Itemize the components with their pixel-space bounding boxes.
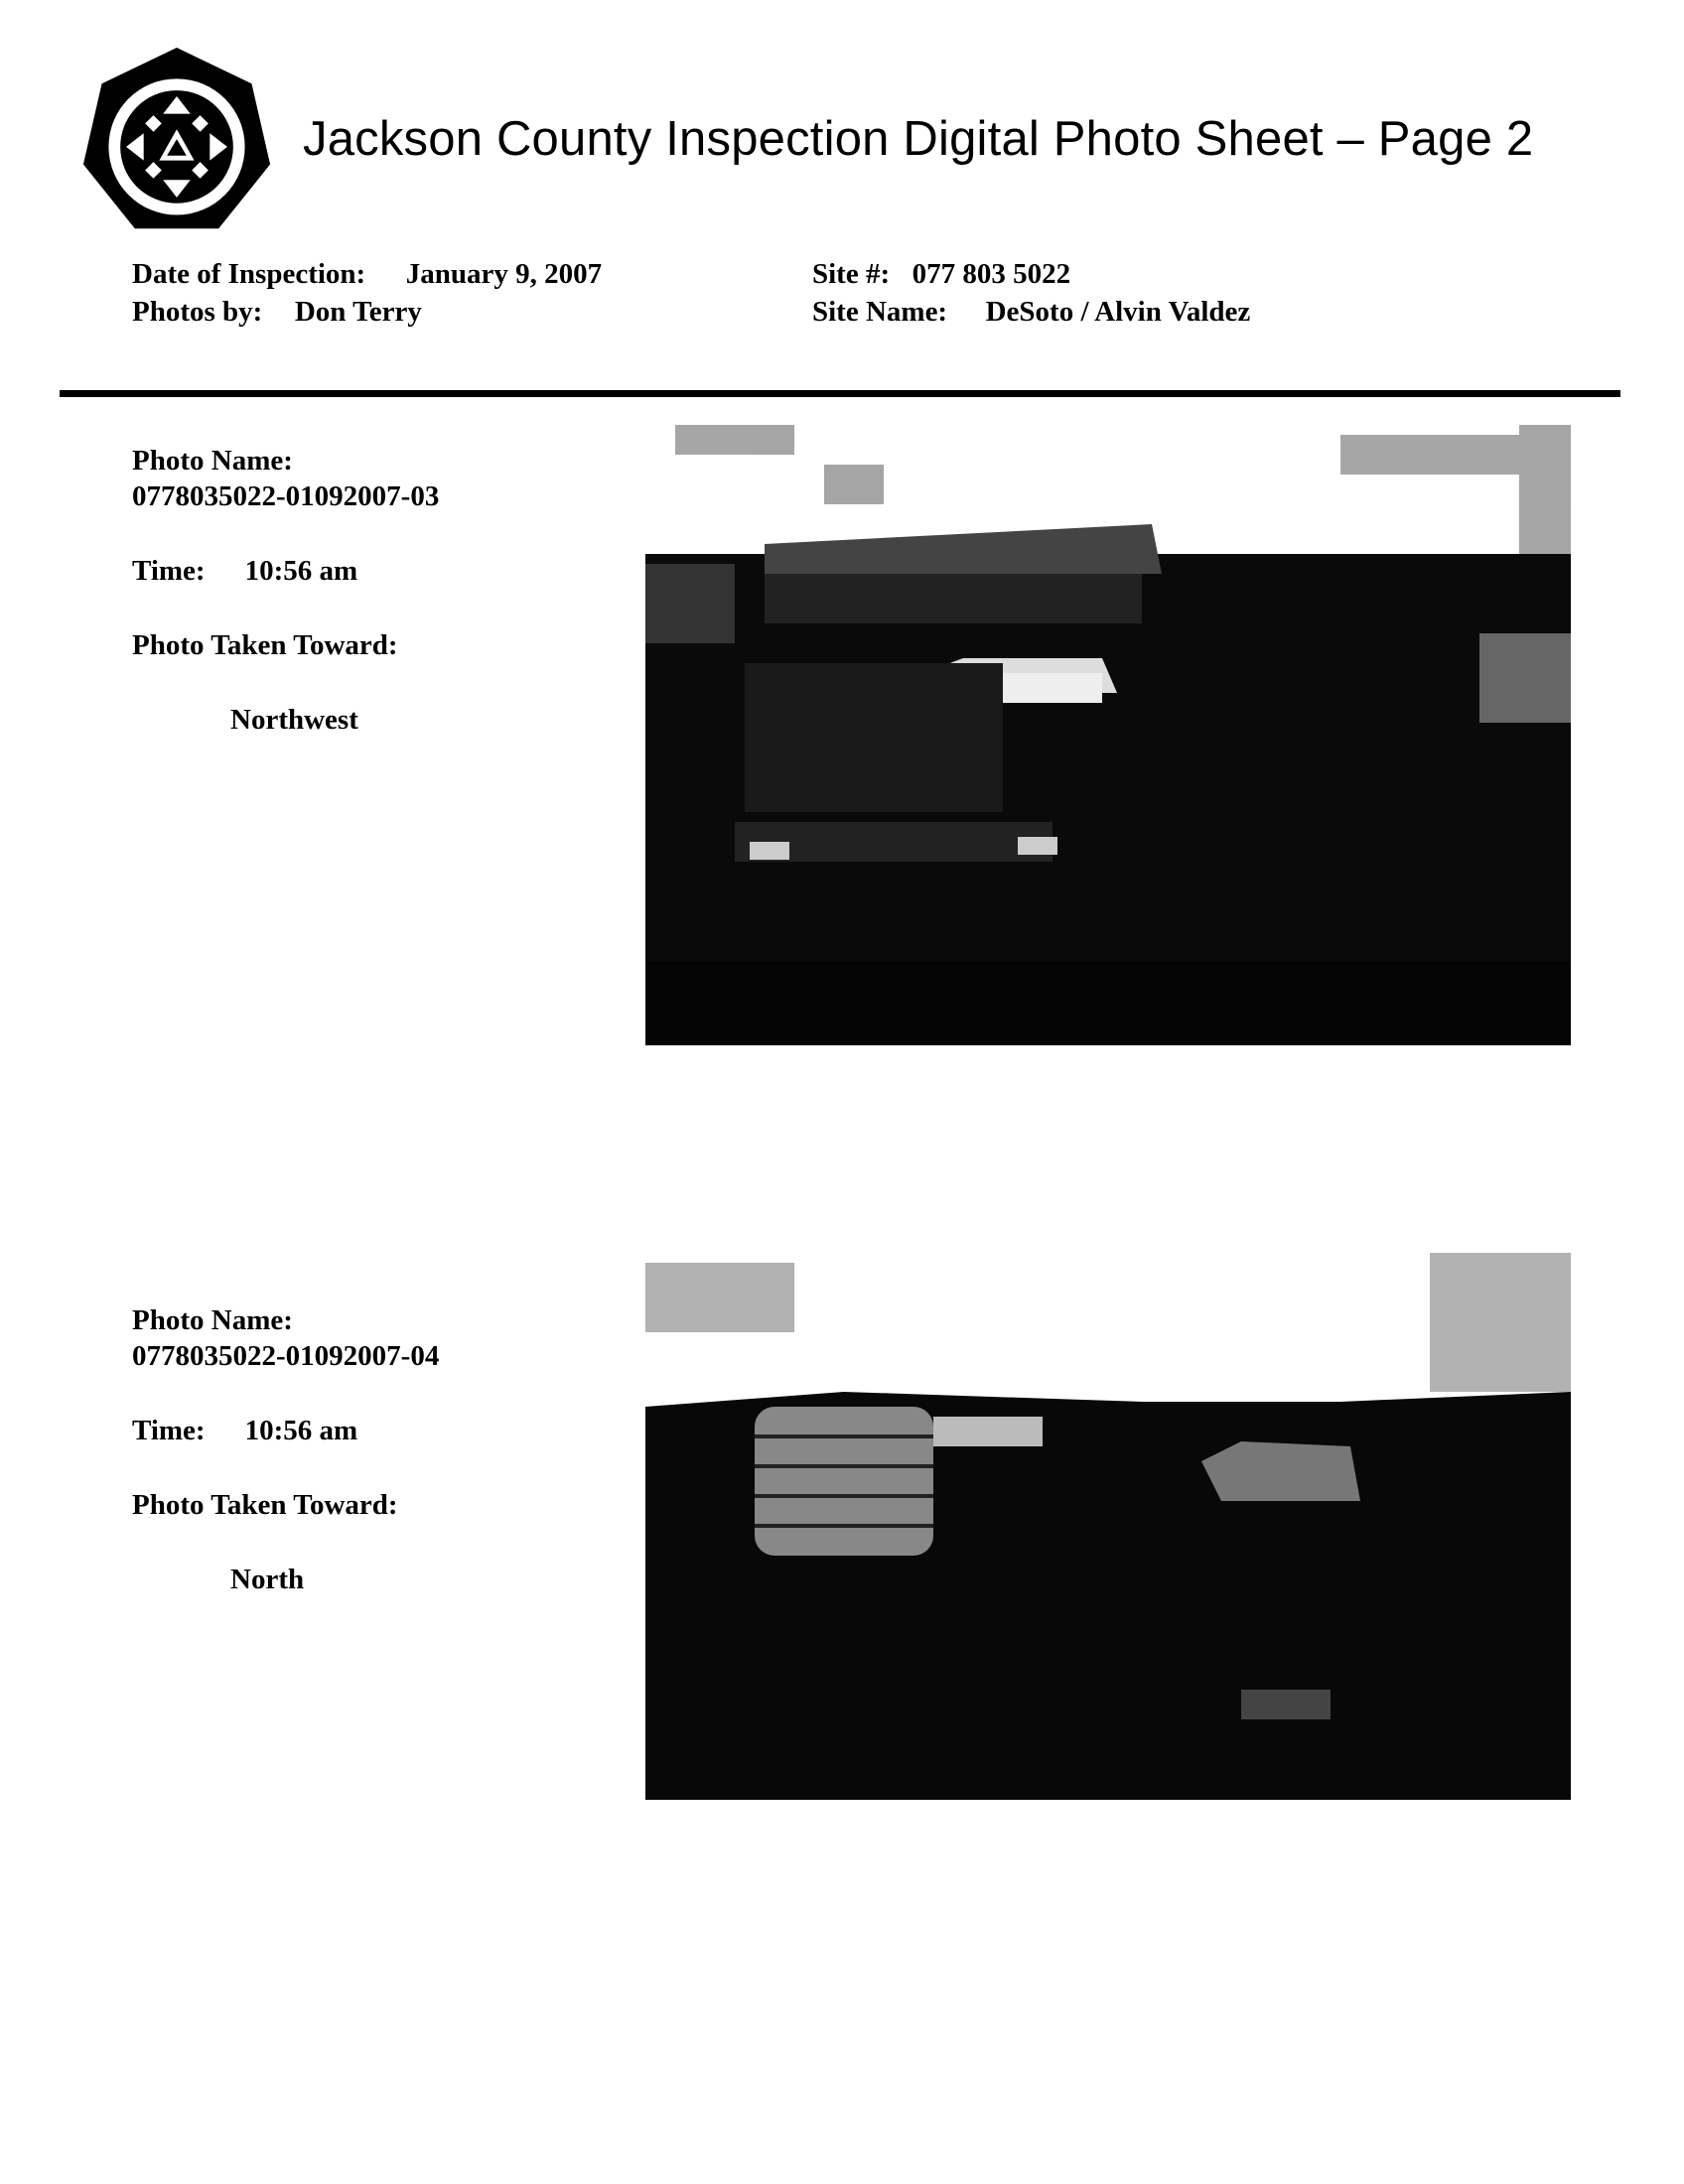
photo-direction-value: Northwest [230,704,358,736]
inspection-info-left [132,255,602,331]
site-number-row [812,255,1250,293]
site-name-value: DeSoto / Alvin Valdez [985,296,1251,328]
page-title: Jackson County Inspection Digital Photo Sheet – Page 2 [303,112,1534,166]
date-of-inspection-row [132,255,602,293]
site-photo-2 [645,1253,1571,1800]
photo-direction-label: Photo Taken Toward: [132,1489,398,1521]
photo-time-value: 10:56 am [244,1415,358,1446]
photo-direction-value: North [230,1564,305,1595]
photos-by-value: Don Terry [294,296,422,328]
site-number-label: Site #: [812,258,891,290]
photo-time-label: Time: [132,555,206,587]
photos-by-row [132,293,602,331]
photos-by-label: Photos by: [132,296,263,328]
photo-direction-label: Photo Taken Toward: [132,629,398,661]
photo-info-2 [132,1302,439,1597]
inspection-info-right [812,255,1250,331]
county-emblem-icon [79,46,274,240]
site-name-label: Site Name: [812,296,948,328]
photo-time-label: Time: [132,1415,206,1446]
photo-name-value: 0778035022-01092007-04 [132,1340,440,1372]
site-name-row [812,293,1250,331]
photo-time-row [132,553,439,589]
date-value: January 9, 2007 [405,258,603,290]
date-label: Date of Inspection: [132,258,366,290]
photo-name-value: 0778035022-01092007-03 [132,480,440,512]
photo-time-row [132,1413,439,1448]
site-number-value: 077 803 5022 [912,258,1071,290]
photo-name-label: Photo Name: [132,445,293,477]
photo-time-value: 10:56 am [244,555,358,587]
site-photo-1 [645,425,1571,1045]
photo-info-1 [132,443,439,738]
photo-name-label: Photo Name: [132,1304,293,1336]
header-divider [60,390,1620,397]
